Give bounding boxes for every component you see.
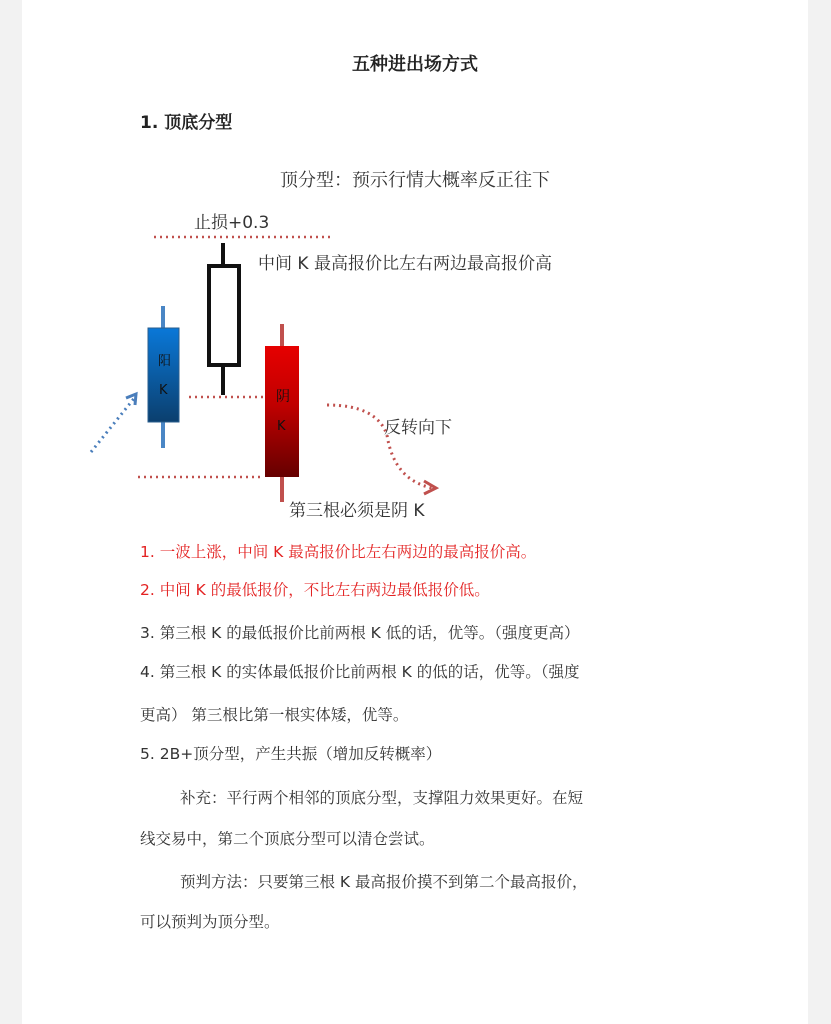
- point-1: 1. 一波上涨，中间 K 最高报价比左右两边的最高报价高。: [140, 543, 537, 561]
- prediction-line-2: 可以预判为顶分型。: [140, 913, 280, 931]
- uptrend-arrow-icon: [91, 394, 136, 452]
- yin-candle: [265, 324, 299, 502]
- middle-candle: [209, 243, 239, 395]
- reverse-label: 反转向下: [384, 418, 452, 438]
- prediction-line-1: 预判方法：只要第三根 K 最高报价摸不到第二个最高报价，: [180, 873, 588, 891]
- yang-label: 阳: [158, 354, 172, 369]
- document-page: [22, 0, 808, 1024]
- yang-k-label: K: [159, 383, 168, 398]
- point-4-cont: 更高） 第三根比第一根实体矮，优等。: [140, 706, 409, 724]
- point-3: 3. 第三根 K 的最低报价比前两根 K 低的话，优等。（强度更高）: [140, 624, 580, 642]
- yang-candle: [148, 306, 179, 448]
- point-4: 4. 第三根 K 的实体最低报价比前两根 K 的低的话，优等。（强度: [140, 663, 580, 681]
- page-title: 五种进出场方式: [352, 54, 478, 75]
- diagram-subtitle: 顶分型：预示行情大概率反正往下: [280, 170, 550, 191]
- point-2: 2. 中间 K 的最低报价，不比左右两边最低报价低。: [140, 581, 490, 599]
- point-5: 5. 2B+顶分型，产生共振（增加反转概率）: [140, 745, 442, 763]
- section-heading: 1. 顶底分型: [140, 113, 233, 133]
- supplement-line-2: 线交易中，第二个顶底分型可以清仓尝试。: [140, 830, 435, 848]
- yin-k-label: K: [277, 419, 286, 434]
- supplement-line-1: 补充：平行两个相邻的顶底分型，支撑阻力效果更好。在短: [180, 789, 584, 807]
- yin-label: 阴: [276, 389, 290, 405]
- middle-note: 中间 K 最高报价比左右两边最高报价高: [258, 254, 552, 274]
- third-candle-note: 第三根必须是阴 K: [289, 501, 425, 521]
- stop-loss-label: 止损+0.3: [194, 213, 270, 233]
